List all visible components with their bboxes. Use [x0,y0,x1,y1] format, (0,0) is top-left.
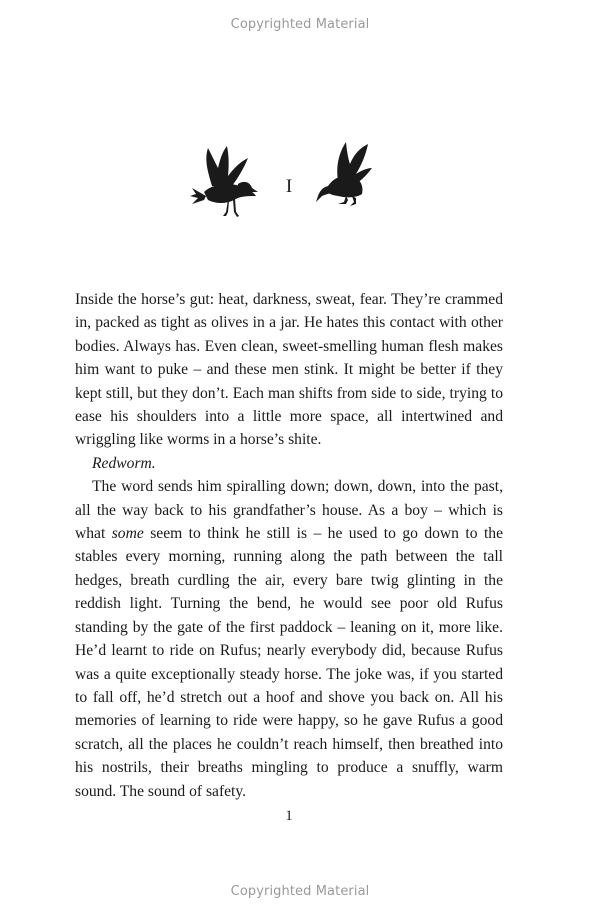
paragraph-3-part-a: The word sends him spiralling down; down, down, into the past, all the way back to his grandfather’s house. As a boy – which is what [75,478,503,543]
emphasis-some: some [111,525,144,543]
paragraph-2 [75,452,503,475]
crow-right-icon [316,140,372,206]
paragraph-3-part-b: seem to think he still is – he used to go down to the stables every morning, running along the path between the tall hedges, breath curdling the air, every bare twig glinting in the reddish light. Turning the bend, he would see poor old Rufus standing by the gate of the first paddock – leaning on it, more like. He’d learnt to ride on Rufus; nearly everybody did, because Rufus was a quite exceptionally steady horse. The joke was, if you started to fall off, he’d stretch out a hoof and shove you back on. All his memories of learning to ride were happy, so he gave Rufus a good scratch, all the places he couldn’t reach himself, then breathed into his nostrils, their breaths mingling to produce a snuffly, warm sound. The sound of safety. [75,525,503,800]
watermark-bottom: Copyrighted Material [230,884,370,899]
emphasis-redworm: Redworm. [92,454,156,472]
chapter-number: I [285,176,293,197]
body-text [75,288,503,803]
page-number: 1 [285,808,293,824]
paragraph-3 [75,475,503,803]
chapter-heading [0,138,600,218]
watermark-top: Copyrighted Material [230,17,370,32]
paragraph-1: Inside the horse’s gut: heat, darkness, sweat, fear. They’re crammed in, packed as tight as olives in a jar. He hates this contact with other bodies. Always has. Even clean, sweet-smelling human flesh makes him want to puke – and these men stink. It might be better if they kept still, but they don’t. Each man shifts from side to side, trying to ease his shoulders into a little more space, all intertwined and wriggling like worms in a horse’s shite. [75,291,503,449]
